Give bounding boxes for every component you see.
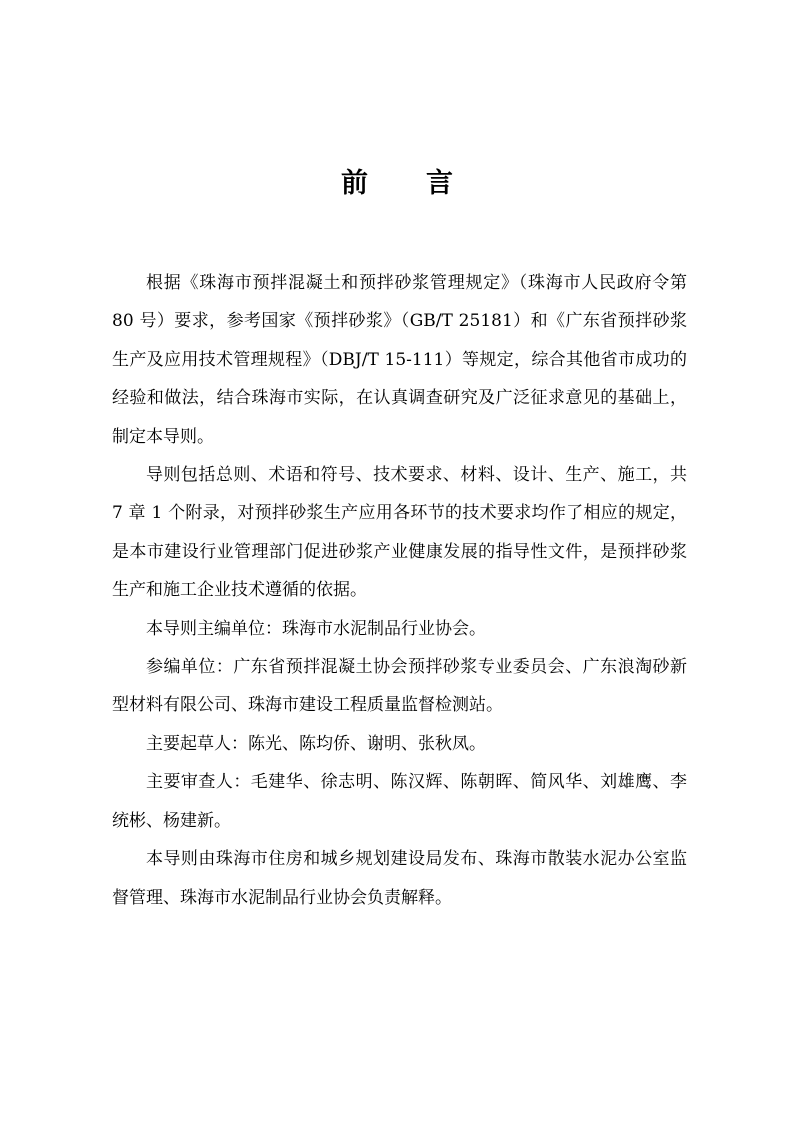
paragraph-participating-units: 参编单位：广东省预拌混凝土协会预拌砂浆专业委员会、广东浪淘砂新型材料有限公司、珠海市建设工程质量监督检测站。 (112, 657, 687, 716)
preface-body (112, 264, 687, 917)
page-title (0, 164, 794, 204)
paragraph-reviewers: 主要审查人：毛建华、徐志明、陈汉辉、陈朝晖、简风华、刘雄鹰、李统彬、杨建新。 (112, 772, 687, 831)
paragraph-scope: 导则包括总则、术语和符号、技术要求、材料、设计、生产、施工，共 7 章 1 个附录，对预拌砂浆生产应用各环节的技术要求均作了相应的规定，是本市建设行业管理部门促进砂浆产业健康发展的指导性文件，是预拌砂浆生产和施工企业技术遵循的依据。 (112, 465, 687, 601)
paragraph-chief-editor: 本导则主编单位：珠海市水泥制品行业协会。 (146, 618, 486, 639)
title-char-2: 言 (426, 168, 453, 199)
paragraph-drafters: 主要起草人：陈光、陈均侨、谢明、张秋凤。 (146, 733, 486, 754)
paragraph-basis: 根据《珠海市预拌混凝土和预拌砂浆管理规定》（珠海市人民政府令第 80 号）要求，参考国家《预拌砂浆》（GB/T 25181）和《广东省预拌砂浆生产及应用技术管理规程》（DBJ/T 15-111）等规定，综合其他省市成功的经验和做法，结合珠海市实际，在认真调查研究及广泛征求意见的基础上，制定本导则。 (112, 273, 687, 447)
title-char-1: 前 (341, 168, 368, 199)
paragraph-publisher: 本导则由珠海市住房和城乡规划建设局发布、珠海市散装水泥办公室监督管理、珠海市水泥制品行业协会负责解释。 (112, 849, 687, 908)
